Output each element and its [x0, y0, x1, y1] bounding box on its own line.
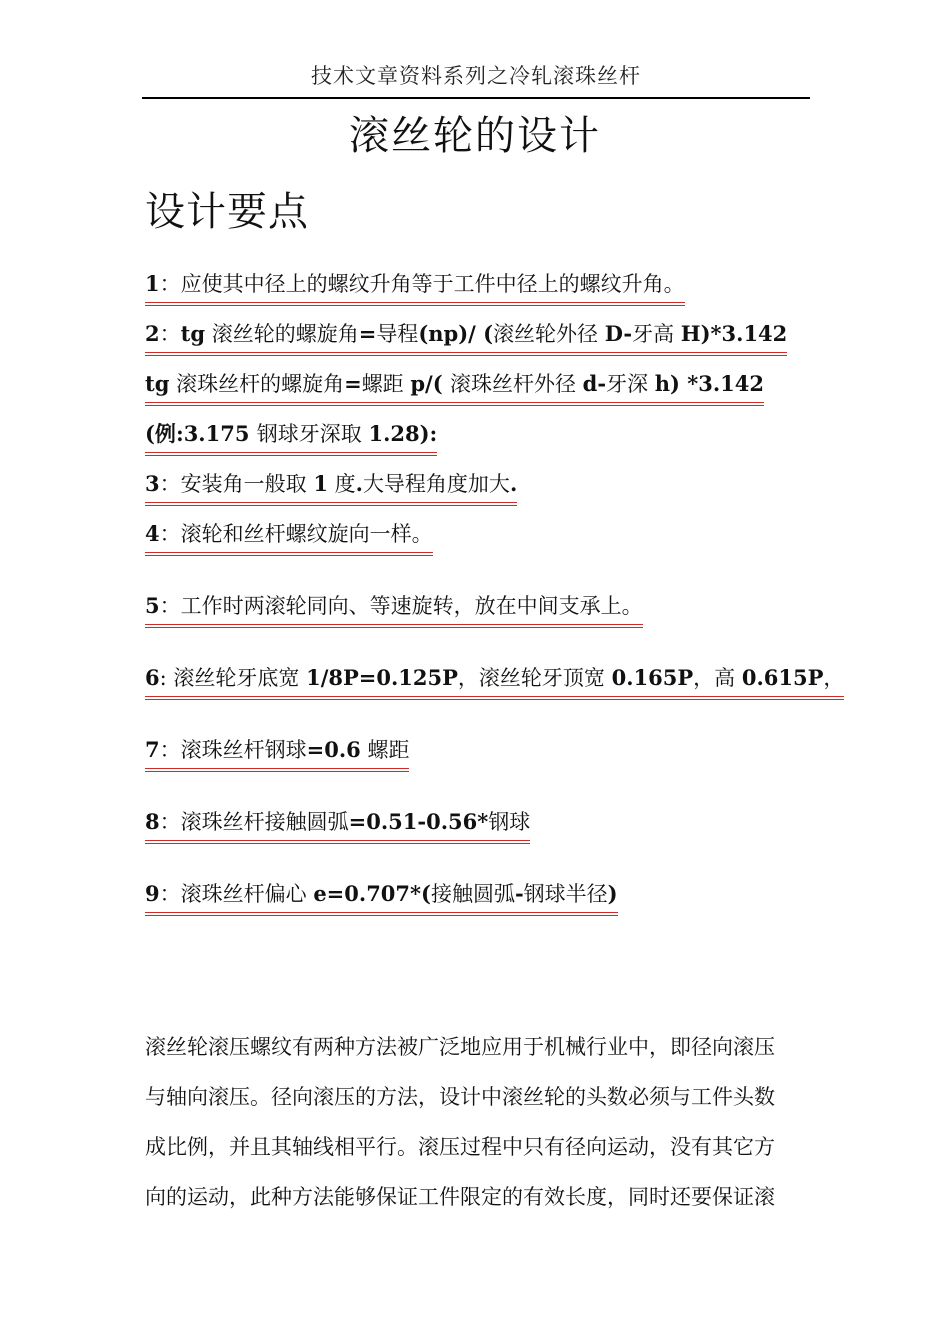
point-text-part: 滚珠丝杆接触圆弧 — [180, 810, 349, 834]
paragraph-line: 滚丝轮滚压螺纹有两种方法被广泛地应用于机械行业中，即径向滚压 — [145, 1035, 775, 1059]
point-number: 4 — [145, 521, 160, 546]
point-separator: ： — [159, 594, 181, 618]
point-7 — [145, 736, 409, 772]
point-text-part: 牙高 — [632, 322, 681, 346]
point-text-part: 滚丝轮牙底宽 — [173, 666, 307, 690]
point-text-part: h) *3.142 — [654, 371, 765, 396]
point-9 — [145, 880, 618, 916]
point-text-part: :3.175 — [175, 421, 257, 446]
point-text-part: 0.165P — [611, 665, 694, 690]
point-text-part: d- — [582, 371, 607, 396]
point-text-part: 滚珠丝杆外径 — [449, 372, 583, 396]
point-6-underlined — [145, 664, 844, 700]
point-number: 6 — [145, 665, 160, 690]
point-number: 5 — [145, 593, 160, 618]
point-text-part: = — [344, 371, 362, 396]
point-text-part: p/( — [410, 371, 450, 396]
point-4 — [145, 520, 433, 556]
point-separator: ： — [159, 522, 181, 546]
body-paragraph — [145, 1022, 809, 1222]
point-text-part: 牙深 — [606, 372, 655, 396]
point-text-part: 滚珠丝杆钢球 — [180, 738, 307, 762]
point-2-line-3 — [145, 420, 437, 456]
point-3-underlined — [145, 470, 517, 506]
point-2-underlined — [145, 320, 787, 356]
point-text-part: 1.28): — [368, 421, 438, 446]
point-text-part: ，高 — [693, 666, 742, 690]
point-text-part: 螺距 — [361, 372, 411, 396]
point-text-part: . — [355, 471, 363, 496]
point-separator: ： — [159, 272, 181, 296]
point-text-part: 钢球半径 — [523, 882, 608, 906]
point-4-underlined — [145, 520, 433, 556]
point-text-part: H)*3.142 — [680, 321, 788, 346]
point-1 — [145, 270, 685, 306]
point-text-part: =0.51-0.56* — [348, 809, 489, 834]
point-2b-underlined — [145, 370, 764, 406]
point-number: 1 — [145, 271, 160, 296]
point-separator: ： — [159, 322, 181, 346]
point-text-part: 钢球牙深取 — [256, 422, 369, 446]
point-separator: ： — [159, 738, 181, 762]
point-text-part: tg — [180, 321, 206, 346]
point-text-part: =0.6 — [306, 737, 361, 762]
point-text-part: ， — [823, 666, 845, 690]
point-separator: ： — [159, 882, 181, 906]
point-text-part: ) — [607, 881, 618, 906]
point-text-part: D- — [604, 321, 633, 346]
point-9-underlined — [145, 880, 618, 916]
point-2-line-2 — [145, 370, 764, 406]
point-text-part: 滚珠丝杆的螺旋角 — [169, 372, 345, 396]
point-5 — [145, 592, 643, 628]
point-text-part: tg — [145, 371, 170, 396]
point-text-part: 导程 — [376, 322, 419, 346]
point-text-part: 安装角一般取 — [180, 472, 314, 496]
point-text: 工作时两滚轮同向、等速旋转，放在中间支承上。 — [180, 594, 643, 618]
paragraph-line: 与轴向滚压。径向滚压的方法，设计中滚丝轮的头数必须与工件头数 — [145, 1085, 775, 1109]
point-3 — [145, 470, 517, 506]
point-number: 7 — [145, 737, 160, 762]
point-separator: : — [159, 666, 174, 690]
point-text-part: 滚丝轮外径 — [493, 322, 605, 346]
point-7-underlined — [145, 736, 409, 772]
point-text-part: 1 — [313, 471, 328, 496]
point-8 — [145, 808, 530, 844]
point-text-part: ，滚丝轮牙顶宽 — [457, 666, 612, 690]
point-text-part: - — [514, 881, 524, 906]
paragraph-line: 向的运动，此种方法能够保证工件限定的有效长度，同时还要保证滚 — [145, 1185, 775, 1209]
point-2 — [145, 320, 787, 356]
point-separator: ： — [159, 472, 181, 496]
document-title: 滚丝轮的设计 — [349, 113, 601, 159]
point-5-underlined — [145, 592, 643, 628]
section-heading: 设计要点 — [145, 189, 309, 235]
point-number: 9 — [145, 881, 160, 906]
point-text-part: 度 — [327, 472, 356, 496]
point-text-part: 钢球 — [488, 810, 531, 834]
point-text-part: . — [509, 471, 518, 496]
point-text-part: (np)/ ( — [418, 321, 494, 346]
point-text-part: 大导程角度加大 — [362, 472, 510, 496]
point-2c-underlined — [145, 420, 437, 456]
point-text-part: 0.615P — [741, 665, 824, 690]
point-text-part: 螺距 — [360, 738, 410, 762]
point-text: 应使其中径上的螺纹升角等于工件中径上的螺纹升角。 — [180, 272, 685, 296]
point-number: 8 — [145, 809, 160, 834]
point-1-underlined — [145, 270, 685, 306]
page-header: 技术文章资料系列之冷轧滚珠丝杆 — [311, 64, 641, 88]
paragraph-line: 成比例，并且其轴线相平行。滚压过程中只有径向运动，没有其它方 — [145, 1135, 775, 1159]
point-text-part: (例 — [145, 421, 176, 446]
header-rule — [142, 97, 810, 99]
point-number: 2 — [145, 321, 160, 346]
point-8-underlined — [145, 808, 530, 844]
point-text-part: 1/8P=0.125P — [306, 665, 458, 690]
point-text-part: = — [358, 321, 377, 346]
point-text-part: 接触圆弧 — [430, 882, 515, 906]
point-6 — [145, 664, 844, 700]
point-number: 3 — [145, 471, 160, 496]
point-text: 滚轮和丝杆螺纹旋向一样。 — [180, 522, 433, 546]
point-separator: ： — [159, 810, 181, 834]
point-text-part: e=0.707*( — [313, 881, 431, 906]
point-text-part: 滚丝轮的螺旋角 — [205, 322, 359, 346]
point-text-part: 滚珠丝杆偏心 — [180, 882, 314, 906]
